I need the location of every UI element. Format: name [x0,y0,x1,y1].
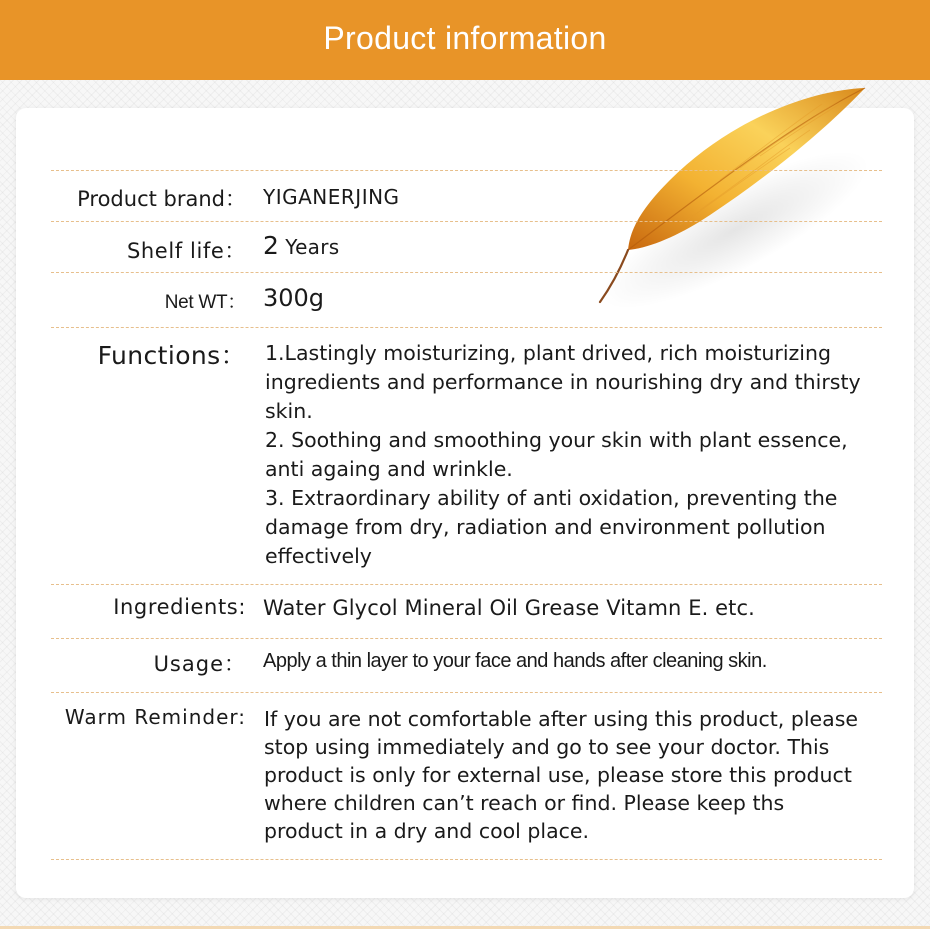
shelf-life-unit: Years [285,235,340,259]
ingredients-value: Water Glycol Mineral Oil Grease Vitamn E. etc. [263,596,755,620]
header-banner [0,0,930,80]
row-divider [51,692,882,693]
usage-value: Apply a thin layer to your face and hands after cleaning skin. [263,650,767,672]
shelf-life-value [263,231,339,260]
row-divider [51,584,882,585]
function-item: 2. Soothing and smoothing your skin with plant essence, anti againg and wrinkle. [265,428,848,481]
warm-reminder-label: Warm Reminder: [64,705,246,729]
functions-list [265,339,890,571]
usage-label: Usage： [153,652,246,676]
row-divider [51,638,882,639]
net-weight-value: 300g [263,284,325,312]
row-divider [51,327,882,328]
net-weight-label: Net WT： [164,292,246,313]
functions-label: Functions： [97,341,246,370]
warm-reminder-text: If you are not comfortable after using this product, please stop using immediately and go to see your doctor. This product is only for external use, please store this product where children can’t reach or find. Please keep ths product in a dry and cool place. [264,707,859,843]
function-item: 1.Lastingly moisturizing, plant drived, rich moisturizing ingredients and performance in nourishing dry and thirsty skin. [265,341,861,423]
brand-label: Product brand： [77,187,246,211]
function-item: 3. Extraordinary ability of anti oxidation, preventing the damage from dry, radiation and environment pollution effectively [265,486,838,568]
warm-reminder-value [264,705,864,845]
shelf-life-label: Shelf life： [126,239,246,263]
row-divider [51,272,882,273]
row-divider [51,170,882,171]
page-title: Product information [323,19,607,56]
feather-icon [560,70,890,330]
row-divider [51,221,882,222]
brand-value: YIGANERJING [263,185,400,209]
ingredients-label: Ingredients: [113,595,246,619]
shelf-life-number: 2 [263,231,280,260]
row-divider [51,859,882,860]
